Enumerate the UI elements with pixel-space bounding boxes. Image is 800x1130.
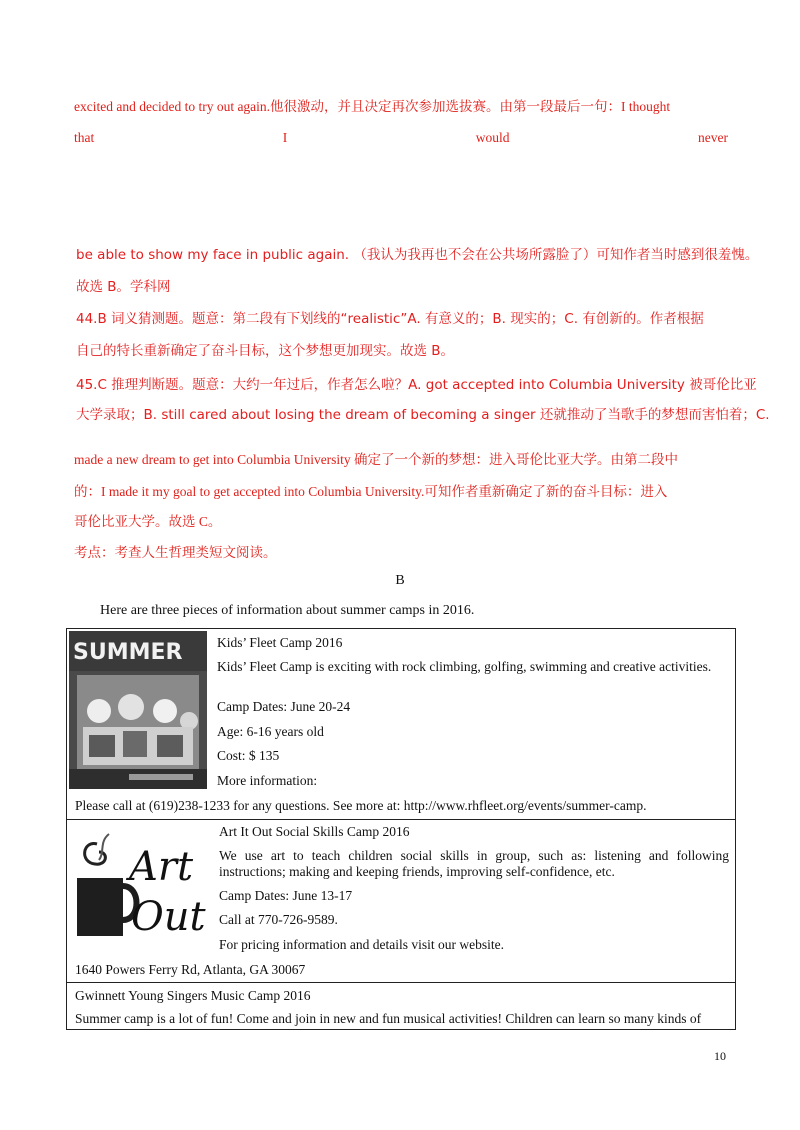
camp-1-more-info: More information: bbox=[217, 773, 318, 788]
explanation-line-3: 的：I made it my goal to get accepted into Columbia University.可知作者重新确定了新的奋斗目标：进入 bbox=[74, 484, 668, 499]
scan-line-4: 自己的特长重新确定了奋斗目标，这个梦想更加现实。故选 B。 bbox=[76, 343, 455, 359]
explanation-line-4: 哥伦比亚大学。故选 C。 bbox=[74, 514, 222, 529]
camp-cell-gwinnett bbox=[67, 983, 736, 1030]
scan-line-1: be able to show my face in public again. （我认为我再也不会在公共场所露脸了）可知作者当时感到很羞愧。 bbox=[76, 247, 759, 263]
word: that bbox=[74, 130, 95, 145]
camp-2-dates: Camp Dates: June 13-17 bbox=[219, 888, 353, 903]
word: never bbox=[698, 130, 728, 145]
poster-title-text: SUMMER bbox=[73, 640, 183, 665]
page-number: 10 bbox=[714, 1049, 726, 1063]
word: I bbox=[282, 130, 288, 145]
art-it-out-logo bbox=[69, 822, 211, 954]
camp-1-dates: Camp Dates: June 20-24 bbox=[217, 699, 351, 714]
camp-3-title: Gwinnett Young Singers Music Camp 2016 bbox=[75, 988, 311, 1003]
camp-1-cost: Cost: $ 135 bbox=[217, 748, 280, 763]
logo-out-text: Out bbox=[131, 894, 206, 940]
scan-line-2: 故选 B。学科网 bbox=[76, 279, 171, 295]
explanation-justified-line bbox=[74, 130, 728, 146]
logo-art-text: Art bbox=[129, 844, 194, 890]
explanation-line-1: excited and decided to try out again.他很激动，并且决定再次参加选拔赛。由第一段最后一句：I thought bbox=[74, 99, 671, 114]
camp-cell-art-it-out bbox=[67, 820, 736, 983]
camp-1-title: Kids’ Fleet Camp 2016 bbox=[217, 635, 343, 650]
camp-cell-kids-fleet bbox=[67, 629, 736, 820]
camp-3-description: Summer camp is a lot of fun! Come and join in new and fun musical activities! Children can learn so many kinds of bbox=[75, 1011, 702, 1026]
camp-1-age: Age: 6-16 years old bbox=[217, 724, 324, 739]
camp-2-pricing: For pricing information and details visit our website. bbox=[219, 937, 504, 952]
section-label: B bbox=[395, 573, 405, 588]
camp-2-phone: Call at 770-726-9589. bbox=[219, 912, 338, 927]
intro-text: Here are three pieces of information about summer camps in 2016. bbox=[100, 603, 475, 618]
scan-line-5: 45.C 推理判断题。题意：大约一年过后，作者怎么啦？A. got accepted into Columbia University 被哥伦比亚 bbox=[76, 377, 757, 393]
camp-2-address: 1640 Powers Ferry Rd, Atlanta, GA 30067 bbox=[75, 962, 306, 977]
summer-camp-poster-image bbox=[69, 631, 207, 793]
camp-2-title: Art It Out Social Skills Camp 2016 bbox=[219, 824, 410, 839]
camp-1-contact: Please call at (619)238-1233 for any questions. See more at: http://www.rhfleet.org/events/summer-camp. bbox=[75, 798, 647, 813]
word: would bbox=[475, 130, 510, 145]
scan-line-6: 大学录取；B. still cared about losing the dream of becoming a singer 还就推动了当歌手的梦想而害怕着；C. bbox=[76, 407, 770, 423]
explanation-line-5: 考点：考查人生哲理类短文阅读。 bbox=[74, 545, 277, 560]
camp-2-description: We use art to teach children social skills in group, such as: listening and following instructions; making and keeping friends, improving self-confidence, etc. bbox=[219, 848, 729, 879]
scan-line-3: 44.B 词义猜测题。题意：第二段有下划线的“realistic”A. 有意义的；B. 现实的；C. 有创新的。作者根据 bbox=[76, 311, 704, 327]
camp-info-table bbox=[66, 628, 736, 1030]
camp-1-description: Kids’ Fleet Camp is exciting with rock climbing, golfing, swimming and creative activities. bbox=[217, 659, 712, 674]
explanation-line-2: made a new dream to get into Columbia University 确定了一个新的梦想：进入哥伦比亚大学。由第二段中 bbox=[74, 452, 679, 467]
